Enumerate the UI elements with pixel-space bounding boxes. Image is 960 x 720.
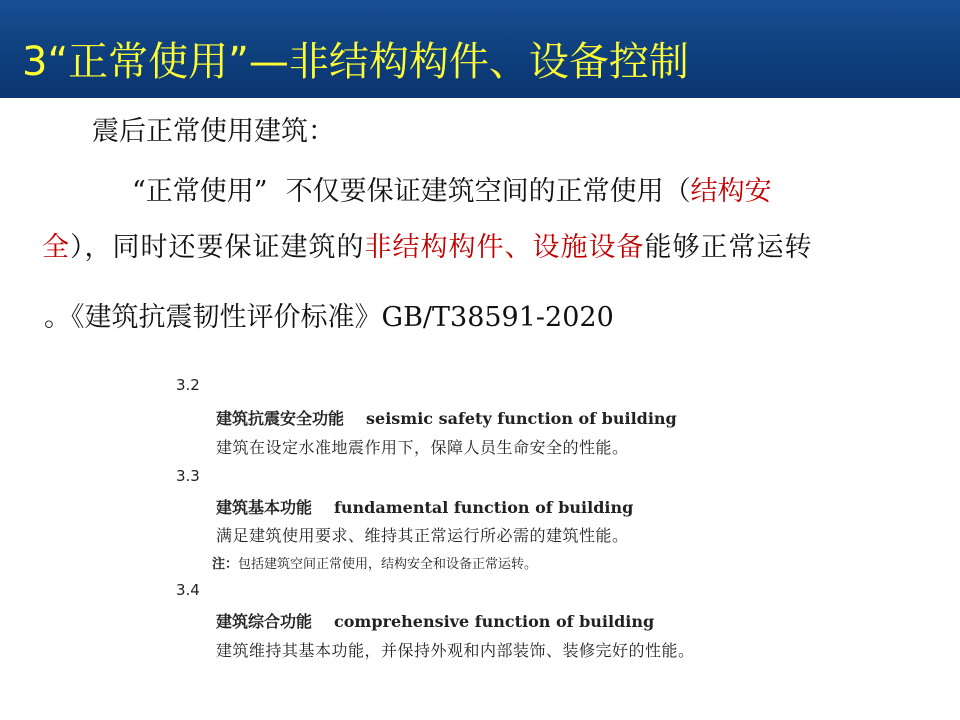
slide-title: 3“正常使用”—非结构构件、设备控制 — [22, 39, 689, 85]
term-english: seismic safety function of building — [366, 409, 677, 428]
clause-number: 3.3 — [176, 467, 200, 485]
standard-excerpt-image — [170, 372, 730, 672]
paragraph-line-1 — [132, 172, 772, 212]
emphasis-structural-safety-end: 全 — [42, 232, 70, 263]
paragraph-text: 能够正常运转 — [644, 232, 813, 263]
clause-note — [212, 553, 537, 572]
paragraph-text: 不仅要保证建筑空间的正常使用（ — [285, 176, 691, 207]
clause-term — [216, 495, 633, 518]
clause-definition: 建筑维持其基本功能，并保持外观和内部装饰、装修完好的性能。 — [216, 641, 695, 660]
note-text: 包括建筑空间正常使用，结构安全和设备正常运转。 — [238, 557, 538, 572]
subtitle: 震后正常使用建筑： — [92, 116, 335, 147]
clause-number: 3.4 — [176, 581, 200, 599]
term-chinese: 建筑综合功能 — [216, 612, 313, 631]
quoted-term: “正常使用” — [132, 176, 268, 207]
paragraph-line-3 — [44, 298, 614, 338]
term-english: fundamental function of building — [334, 498, 634, 517]
clause-definition: 建筑在设定水准地震作用下，保障人员生命安全的性能。 — [216, 438, 629, 457]
clause-definition: 满足建筑使用要求、维持其正常运行所必需的建筑性能。 — [216, 526, 629, 545]
emphasis-nonstructural-equipment: 非结构构件、设施设备 — [364, 232, 645, 263]
term-chinese: 建筑抗震安全功能 — [216, 409, 345, 428]
emphasis-structural-safety: 结构安 — [690, 176, 772, 207]
term-english: comprehensive function of building — [334, 612, 655, 631]
clause-term — [216, 406, 677, 429]
paragraph-line-2 — [42, 228, 813, 268]
note-label: 注： — [212, 557, 239, 572]
clause-number: 3.2 — [176, 376, 200, 394]
paragraph-text: ），同时还要保证建筑的 — [70, 232, 365, 263]
term-chinese: 建筑基本功能 — [216, 498, 313, 517]
clause-term — [216, 609, 654, 632]
standard-reference: 《建筑抗震韧性评价标准》GB/T38591-2020 — [71, 302, 614, 333]
period-mark: 。 — [44, 302, 71, 333]
